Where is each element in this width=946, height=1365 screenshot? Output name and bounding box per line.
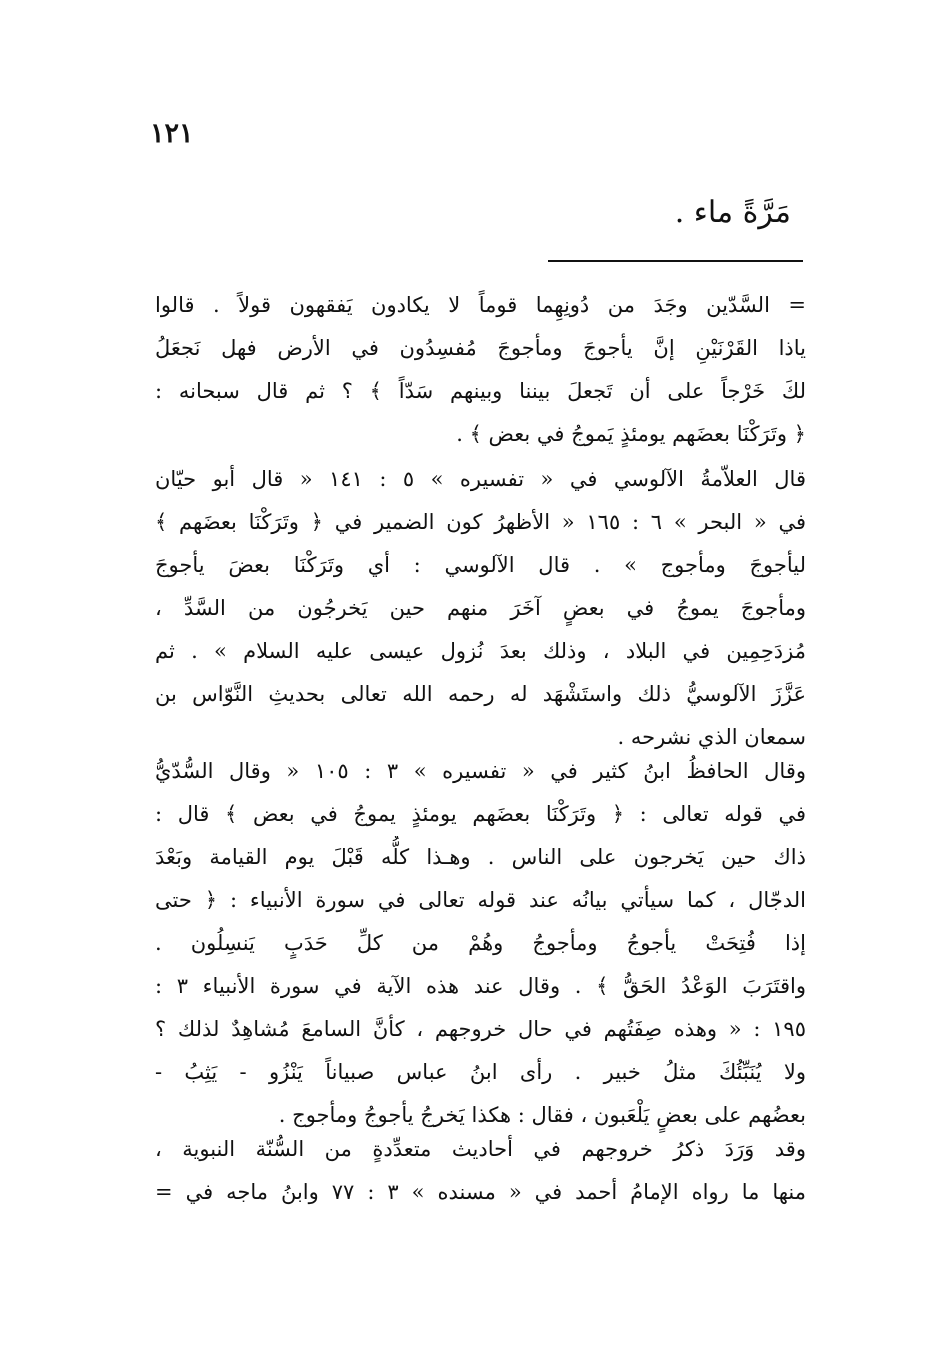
text-line: واقتَرَبَ الوَعْدُ الحَقُّ ﴾ . وقال عند هذه الآية في سورة الأنبياء ٣ : <box>155 974 806 998</box>
text-line: الدجّال ، كما سيأتي بيانُه عند قوله تعالى في سورة الأنبياء : ﴿ حتى <box>155 888 806 912</box>
page-number: ١٢١ <box>150 118 194 149</box>
text-line: ياذا القَرْنَيْنِ إنَّ يأجوجَ ومأجوجَ مُفسِدُون في الأرض فهل نَجعَلُ <box>155 336 806 360</box>
text-line: منها ما رواه الإمامُ أحمد في « مسنده » ٣ : ٧٧ وابنُ ماجه في = <box>155 1180 806 1204</box>
text-line: لكَ خَرْجاً على أن تَجعلَ بيننا وبينهم سَدّاً ﴾ ؟ ثم قال سبحانه : <box>155 379 806 403</box>
text-line: سمعان الذي نشرحه . <box>617 725 806 749</box>
text-line: قال العلاّمةُ الآلوسي في « تفسيره » ٥ : ١٤١ « قال أبو حيّان <box>155 467 806 491</box>
text-line: ذاك حين يَخرجون على الناس . وهـذا كلُّه قَبْلَ يوم القيامة وبَعْدَ <box>155 845 806 869</box>
text-line: وقد وَرَدَ ذكرُ خروجهم في أحاديث متعدِّدةٍ من السُّنّة النبوية ، <box>155 1137 806 1161</box>
text-line: في قوله تعالى : ﴿ وتَرَكْنَا بعضَهم يومئذٍ يموجُ في بعض ﴾ قال : <box>155 802 806 826</box>
text-line: إذا فُتِحَتْ يأجوجُ ومأجوجُ وهُمْ من كلِّ حَدَبٍ يَنسِلُون . <box>155 931 806 955</box>
text-line: ومأجوجَ يموجُ في بعضٍ آخَرَ منهم حين يَخرجُون من السَّدِّ ، <box>155 596 806 620</box>
text-line: = السَّدّين وجَدَ من دُونِهِما قوماً لا يكادون يَفقهون قولاً . قالوا <box>155 293 806 317</box>
paragraph-2 <box>155 458 806 759</box>
paragraph-1 <box>155 284 806 456</box>
text-line: بعضُهم على بعضٍ يَلْعَبون ، فقال : هكذا يَخرجُ يأجوجُ ومأجوج . <box>278 1103 806 1127</box>
text-line: وقال الحافظُ ابنُ كثير في « تفسيره » ٣ : ١٠٥ « وقال السُّدّيُّ <box>155 759 806 783</box>
text-line: ليأجوجَ ومأجوج » . قال الآلوسي : أي وتَرَكْنَا بعضَ يأجوجَ <box>155 553 806 577</box>
paragraph-3 <box>155 750 806 1137</box>
text-line: مُزدَحِمِين في البلاد ، وذلك بعدَ نُزول عيسى عليه السلام » . ثم <box>155 639 806 663</box>
text-line: ولا يُنَبِّئُكَ مثلُ خبير . رأى ابنُ عباس صبياناً يَنْزُو - يَثِبُ - <box>155 1060 806 1084</box>
paragraph-4 <box>155 1128 806 1214</box>
footnote-separator <box>548 260 803 262</box>
text-line: ﴿ وتَرَكْنَا بعضَهم يومئذٍ يَموجُ في بعض ﴾ . <box>456 422 806 446</box>
text-line: عَزَّزَ الآلوسيُّ ذلك واستَشْهَد له رحمه الله تعالى بحديثِ النَّوّاس بن <box>155 682 806 706</box>
text-line: في « البحر » ٦ : ١٦٥ « الأظهرُ كون الضمير في ﴿ وتَرَكْنَا بعضَهم ﴾ <box>155 510 806 534</box>
continued-text-line: مَرَّةً ماء . <box>674 195 791 230</box>
text-line: ١٩٥ : « وهذه صِفَتُهم في حال خروجهم ، كأنَّ السامعَ مُشاهِدٌ لذلك ؟ <box>155 1017 806 1041</box>
